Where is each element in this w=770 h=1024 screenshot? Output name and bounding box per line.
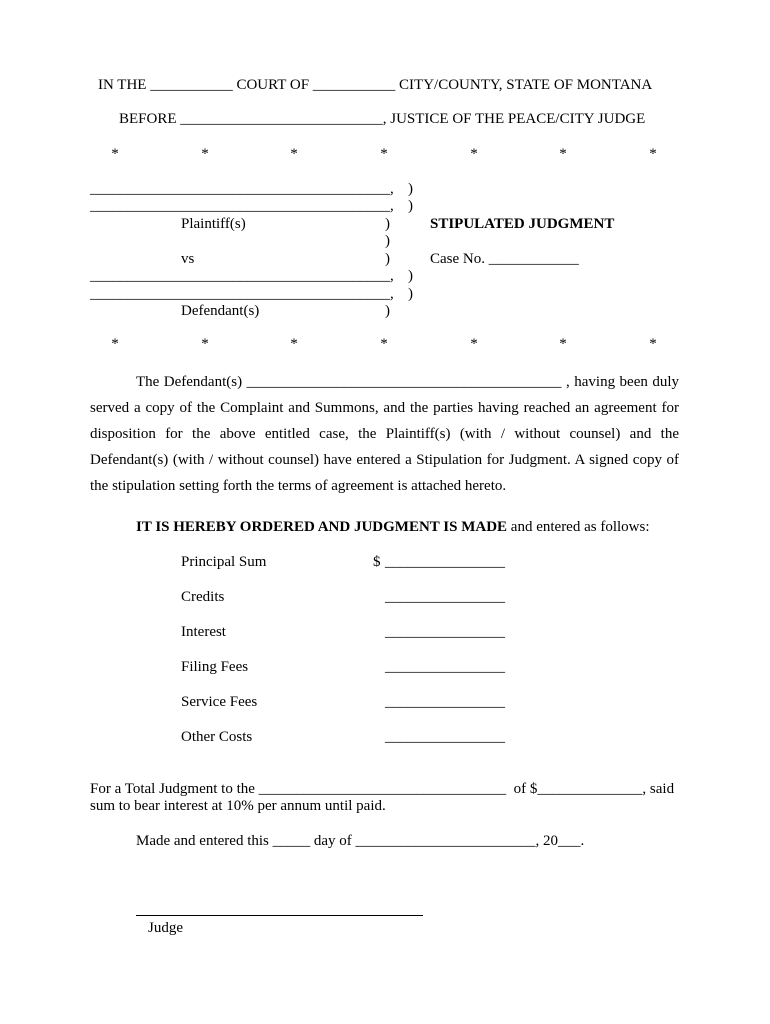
amount-label-interest: Interest	[181, 624, 226, 640]
amount-label-filing-fees: Filing Fees	[181, 659, 249, 675]
dollar-sign: $	[373, 554, 381, 570]
order-heading: IT IS HEREBY ORDERED AND JUDGMENT IS MADE	[136, 519, 508, 535]
total-judgment-line[interactable]: For a Total Judgment to the _________________________________ of $______________, said	[90, 781, 675, 797]
amount-label-other-costs: Other Costs	[181, 729, 253, 745]
order-line	[136, 518, 650, 536]
divider-star: *	[111, 146, 119, 162]
divider-star: *	[470, 146, 478, 162]
court-line: IN THE ___________ COURT OF ___________ CITY/COUNTY, STATE OF MONTANA	[98, 77, 653, 93]
paren: )	[385, 216, 390, 232]
divider-star: *	[380, 146, 388, 162]
divider-star: *	[470, 336, 478, 352]
divider-star: *	[201, 146, 209, 162]
plaintiff-label: Plaintiff(s)	[181, 216, 246, 232]
amount-blank-interest[interactable]: ________________	[385, 624, 505, 640]
paren: )	[385, 233, 390, 249]
amount-label-service-fees: Service Fees	[181, 694, 258, 710]
amount-blank-principal[interactable]: ________________	[385, 554, 505, 570]
paren: )	[408, 268, 413, 284]
amount-blank-other-costs[interactable]: ________________	[385, 729, 505, 745]
divider-star: *	[111, 336, 119, 352]
paren: )	[385, 251, 390, 267]
judge-label: Judge	[148, 920, 183, 936]
divider-star: *	[649, 336, 657, 352]
divider-star: *	[559, 146, 567, 162]
stipulation-paragraph	[90, 369, 679, 499]
paren: )	[408, 286, 413, 302]
paren: )	[408, 198, 413, 214]
judge-signature-line[interactable]	[136, 915, 423, 916]
plaintiff-name-blank[interactable]: ________________________________________,	[90, 198, 394, 214]
defendant-name-blank[interactable]: ________________________________________,	[90, 286, 394, 302]
amount-blank-filing-fees[interactable]: ________________	[385, 659, 505, 675]
divider-star: *	[290, 146, 298, 162]
defendant-label: Defendant(s)	[181, 303, 260, 319]
amount-label-principal: Principal Sum	[181, 554, 267, 570]
case-number-field[interactable]: Case No. ____________	[430, 251, 579, 267]
plaintiff-name-blank[interactable]: ________________________________________,	[90, 181, 394, 197]
divider-star: *	[201, 336, 209, 352]
amount-label-credits: Credits	[181, 589, 225, 605]
stipulation-text: The Defendant(s) __________________________________________ , having been duly served a copy of the Complaint and Summons, and the parties having reached an agreement for disposition for the above entitled case, the Plaintiff(s) (with / without counsel) and the Defendant(s) (with / without counsel) have entered a Stipulation for Judgment. A signed copy of the stipulation setting forth the terms of agreement is attached hereto.	[90, 374, 679, 494]
paren: )	[408, 181, 413, 197]
before-judge-line: BEFORE ___________________________, JUSTICE OF THE PEACE/CITY JUDGE	[119, 111, 646, 127]
divider-star: *	[649, 146, 657, 162]
defendant-name-blank[interactable]: ________________________________________,	[90, 268, 394, 284]
vs-label: vs	[181, 251, 195, 267]
divider-star: *	[290, 336, 298, 352]
entered-date-line[interactable]: Made and entered this _____ day of ________________________, 20___.	[136, 833, 585, 849]
amount-blank-service-fees[interactable]: ________________	[385, 694, 505, 710]
interest-line: sum to bear interest at 10% per annum until paid.	[90, 798, 386, 814]
document-title: STIPULATED JUDGMENT	[430, 216, 615, 232]
amount-blank-credits[interactable]: ________________	[385, 589, 505, 605]
paren: )	[385, 303, 390, 319]
order-text: and entered as follows:	[507, 519, 650, 535]
divider-star: *	[559, 336, 567, 352]
divider-star: *	[380, 336, 388, 352]
